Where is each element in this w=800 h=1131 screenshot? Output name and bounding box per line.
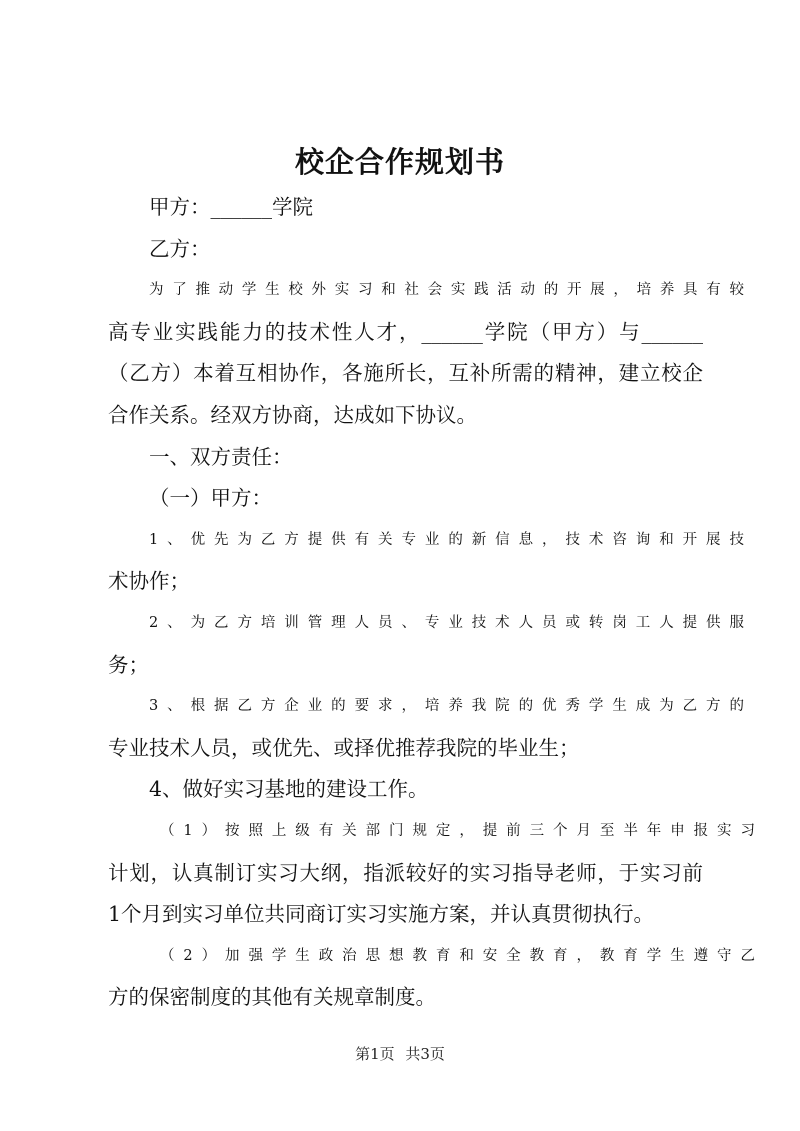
document-line: 2、为乙方培训管理人员、专业技术人员或转岗工人提供服	[149, 614, 744, 631]
page-footer	[0, 1043, 800, 1064]
document-line: （一）甲方：	[149, 486, 272, 511]
document-line: 1个月到实习单位共同商订实习实施方案，并认真贯彻执行。	[108, 902, 655, 927]
document-line: （2）加强学生政治思想教育和安全教育，教育学生遵守乙	[160, 947, 755, 964]
document-line: 专业技术人员，或优先、或择优推荐我院的毕业生；	[108, 735, 580, 760]
document-line: （乙方）本着互相协作，各施所长，互补所需的精神，建立校企	[108, 361, 703, 386]
document-line: 高专业实践能力的技术性人才，______学院（甲方）与______	[108, 319, 703, 344]
document-line: 方的保密制度的其他有关规章制度。	[108, 985, 436, 1010]
document-line: 合作关系。经双方协商，达成如下协议。	[108, 402, 477, 427]
document-line: 一、双方责任：	[149, 444, 293, 469]
document-body	[108, 187, 755, 1019]
document-line: 为了推动学生校外实习和社会实践活动的开展，培养具有较	[149, 282, 744, 299]
document-title: 校企合作规划书	[294, 145, 505, 179]
page-total: 共3页	[405, 1045, 445, 1063]
document-line: 1、优先为乙方提供有关专业的新信息，技术咨询和开展技	[149, 531, 744, 548]
document-line: 务；	[108, 652, 149, 677]
document-line: 计划，认真制订实习大纲，指派较好的实习指导老师，于实习前	[108, 860, 703, 885]
document-line: 术协作；	[108, 569, 190, 594]
document-line: 3、根据乙方企业的要求，培养我院的优秀学生成为乙方的	[149, 698, 744, 715]
document-line: （1）按照上级有关部门规定，提前三个月至半年申报实习	[160, 822, 755, 839]
document-line: 乙方：	[149, 236, 211, 261]
document-line: 4、做好实习基地的建设工作。	[149, 777, 429, 802]
page-number: 第1页	[355, 1045, 395, 1063]
document-line: 甲方：______学院	[149, 195, 313, 219]
